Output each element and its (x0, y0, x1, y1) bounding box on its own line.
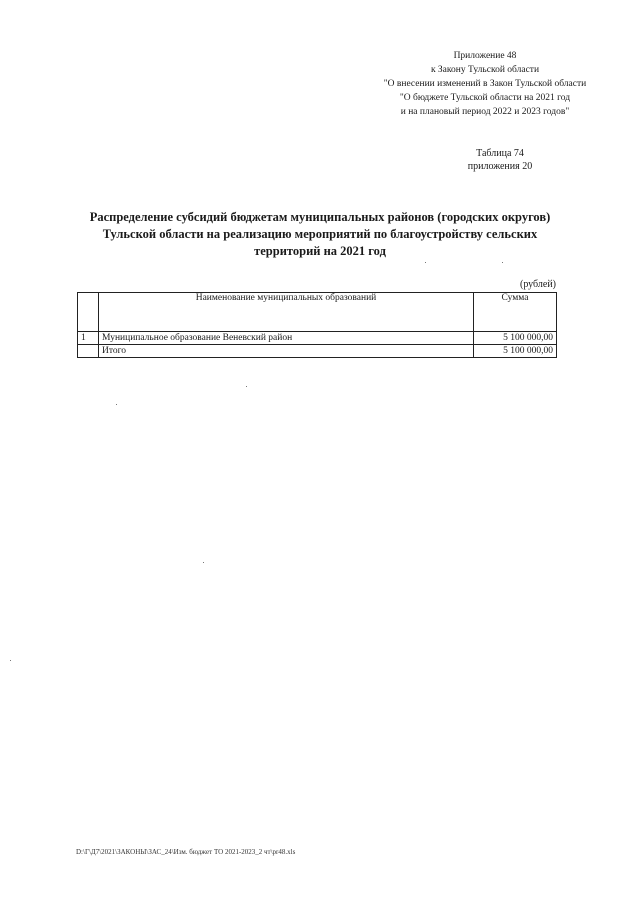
row-num-cell: 1 (78, 332, 99, 345)
appendix-law-title-1: "О внесении изменений в Закон Тульской области (383, 79, 587, 89)
title-line-3: территорий на 2021 год (254, 244, 386, 258)
appendix-header (330, 49, 640, 119)
table-number: Таблица 74 (476, 148, 524, 159)
table-header-row (78, 293, 557, 332)
scan-speck (10, 660, 11, 661)
appendix-number: Приложение 48 (453, 51, 517, 61)
subsidy-table (77, 292, 557, 358)
header-sum-cell: Сумма (474, 293, 557, 332)
table-row (78, 332, 557, 345)
scan-speck (246, 386, 247, 387)
row-name-cell: Муниципальное образование Веневский район (99, 332, 474, 345)
header-name-cell: Наименование муниципальных образований (99, 293, 474, 332)
header-num-cell (78, 293, 99, 332)
total-sum-cell: 5 100 000,00 (474, 345, 557, 358)
row-sum-cell: 5 100 000,00 (474, 332, 557, 345)
scan-speck (425, 262, 426, 263)
title-line-2: Тульской области на реализацию мероприятий по благоустройству сельских (102, 227, 538, 241)
document-title (70, 209, 570, 260)
title-line-1: Распределение субсидий бюджетам муниципальных районов (городских округов) (89, 210, 551, 224)
table-reference (430, 147, 570, 173)
appendix-law-title-3: и на плановый период 2022 и 2023 годов" (400, 107, 570, 117)
appendix-law-title-2: "О бюджете Тульской области на 2021 год (399, 93, 571, 103)
table-appendix: приложения 20 (467, 161, 533, 172)
scan-speck (203, 562, 204, 563)
total-label-cell: Итого (99, 345, 474, 358)
scan-speck (116, 404, 117, 405)
total-num-cell (78, 345, 99, 358)
appendix-law-ref: к Закону Тульской области (430, 65, 540, 75)
unit-label: (рублей) (519, 279, 556, 290)
file-path-footer: D:\Г\Д7\2021\ЗАКОНЫ\ЗАС_24\Изм. бюджет ТО 2021-2023_2 чт\pr48.xls (76, 848, 296, 856)
scan-speck (502, 262, 503, 263)
table-total-row (78, 345, 557, 358)
